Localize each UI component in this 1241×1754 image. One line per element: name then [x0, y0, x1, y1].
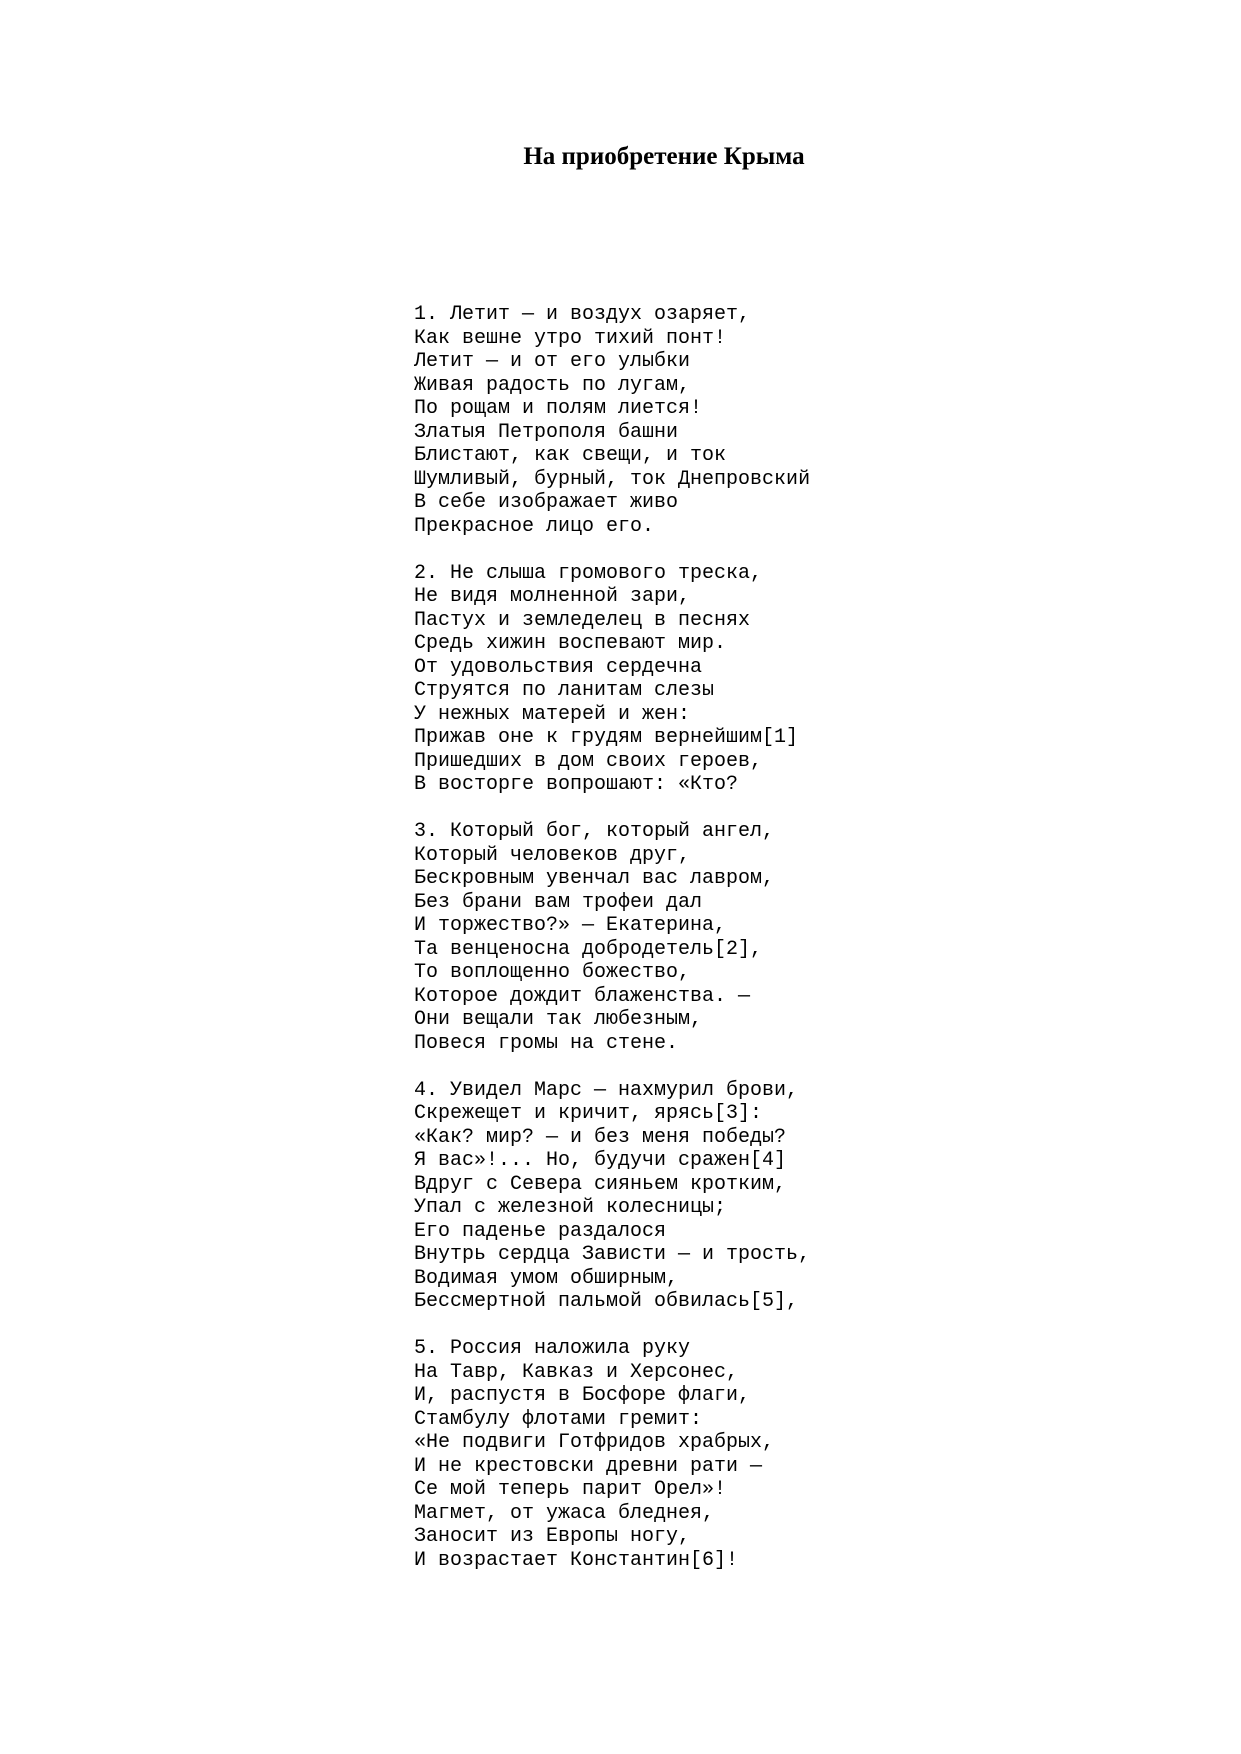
poem-line: И не крестовски древни рати — — [414, 1454, 763, 1478]
stanza — [414, 303, 810, 538]
poem-title: На приобретение Крыма — [523, 143, 805, 170]
poem-line: Пришедших в дом своих героев, — [414, 749, 763, 773]
poem-line: В себе изображает живо — [414, 491, 679, 514]
poem-line: Пастух и земледелец в песнях — [414, 608, 751, 632]
poem-line: «Не подвиги Готфридов храбрых, — [414, 1431, 775, 1454]
poem-line: Живая радость по лугам, — [414, 373, 691, 397]
poem-line: Не видя молненной зари, — [414, 585, 691, 608]
poem-line: Заносит из Европы ногу, — [414, 1525, 691, 1548]
poem-line: Скрежещет и кричит, ярясь[3]: — [414, 1102, 763, 1125]
poem-line: От удовольствия сердечна — [414, 655, 703, 679]
poem-line: И возрастает Константин[6]! — [414, 1548, 739, 1572]
stanza — [414, 562, 810, 797]
poem-line: Которое дождит блаженства. — — [414, 984, 751, 1008]
poem-line: Они вещали так любезным, — [414, 1008, 703, 1031]
poem-line: 5. Россия наложила руку — [414, 1337, 691, 1360]
poem-line: Та венценосна добродетель[2], — [414, 937, 763, 961]
poem-line: Как вешне утро тихий понт! — [414, 326, 727, 350]
poem-line: «Как? мир? — и без меня победы? — [414, 1125, 787, 1149]
poem-line: Златыя Петрополя башни — [414, 420, 679, 444]
poem-line: То воплощенно божество, — [414, 961, 691, 984]
poem-line: И торжество?» — Екатерина, — [414, 914, 727, 937]
poem-line: Стамбулу флотами гремит: — [414, 1407, 703, 1431]
stanza — [414, 1079, 810, 1314]
poem-line: Повеся громы на стене. — [414, 1031, 679, 1055]
poem-line: Прекрасное лицо его. — [414, 514, 655, 538]
poem-line: Я вас»!... Но, будучи сражен[4] — [414, 1149, 787, 1172]
poem-line: Шумливый, бурный, ток Днепровский — [414, 467, 811, 491]
poem-line: Прижав оне к грудям вернейшим[1] — [414, 726, 799, 749]
poem-line: Средь хижин воспевают мир. — [414, 632, 727, 655]
poem-line: 1. Летит — и воздух озаряет, — [414, 303, 751, 326]
stanza — [414, 1337, 810, 1572]
poem-body — [414, 303, 810, 1572]
poem-line: Его паденье раздалося — [414, 1219, 667, 1243]
poem-line: Бессмертной пальмой обвилась[5], — [414, 1290, 799, 1313]
poem-line: Упал с железной колесницы; — [414, 1196, 727, 1219]
poem-line: Водимая умом обширным, — [414, 1266, 679, 1290]
poem-line: По рощам и полям лиется! — [414, 397, 703, 420]
poem-line: Внутрь сердца Зависти — и трость, — [414, 1243, 811, 1266]
poem-line: Летит — и от его улыбки — [414, 350, 691, 373]
poem-line: 3. Который бог, который ангел, — [414, 820, 775, 843]
poem-line: Блистают, как свещи, и ток — [414, 444, 727, 467]
poem-line: И, распустя в Босфоре флаги, — [414, 1384, 751, 1407]
poem-line: Се мой теперь парит Орел»! — [414, 1478, 727, 1501]
poem-line: У нежных матерей и жен: — [414, 702, 691, 726]
stanza — [414, 820, 810, 1055]
poem-line: В восторге вопрошают: «Кто? — [414, 773, 739, 796]
poem-line: 4. Увидел Марс — нахмурил брови, — [414, 1078, 799, 1102]
poem-line: Без брани вам трофеи дал — [414, 890, 703, 914]
poem-line: 2. Не слыша громового треска, — [414, 561, 763, 585]
poem-line: Магмет, от ужаса бледнея, — [414, 1501, 715, 1525]
poem-line: Бескровным увенчал вас лавром, — [414, 867, 775, 890]
poem-line: Который человеков друг, — [414, 843, 691, 867]
poem-line: Струятся по ланитам слезы — [414, 679, 715, 702]
poem-line: Вдруг с Севера сияньем кротким, — [414, 1172, 787, 1196]
poem-line: На Тавр, Кавказ и Херсонес, — [414, 1360, 739, 1384]
